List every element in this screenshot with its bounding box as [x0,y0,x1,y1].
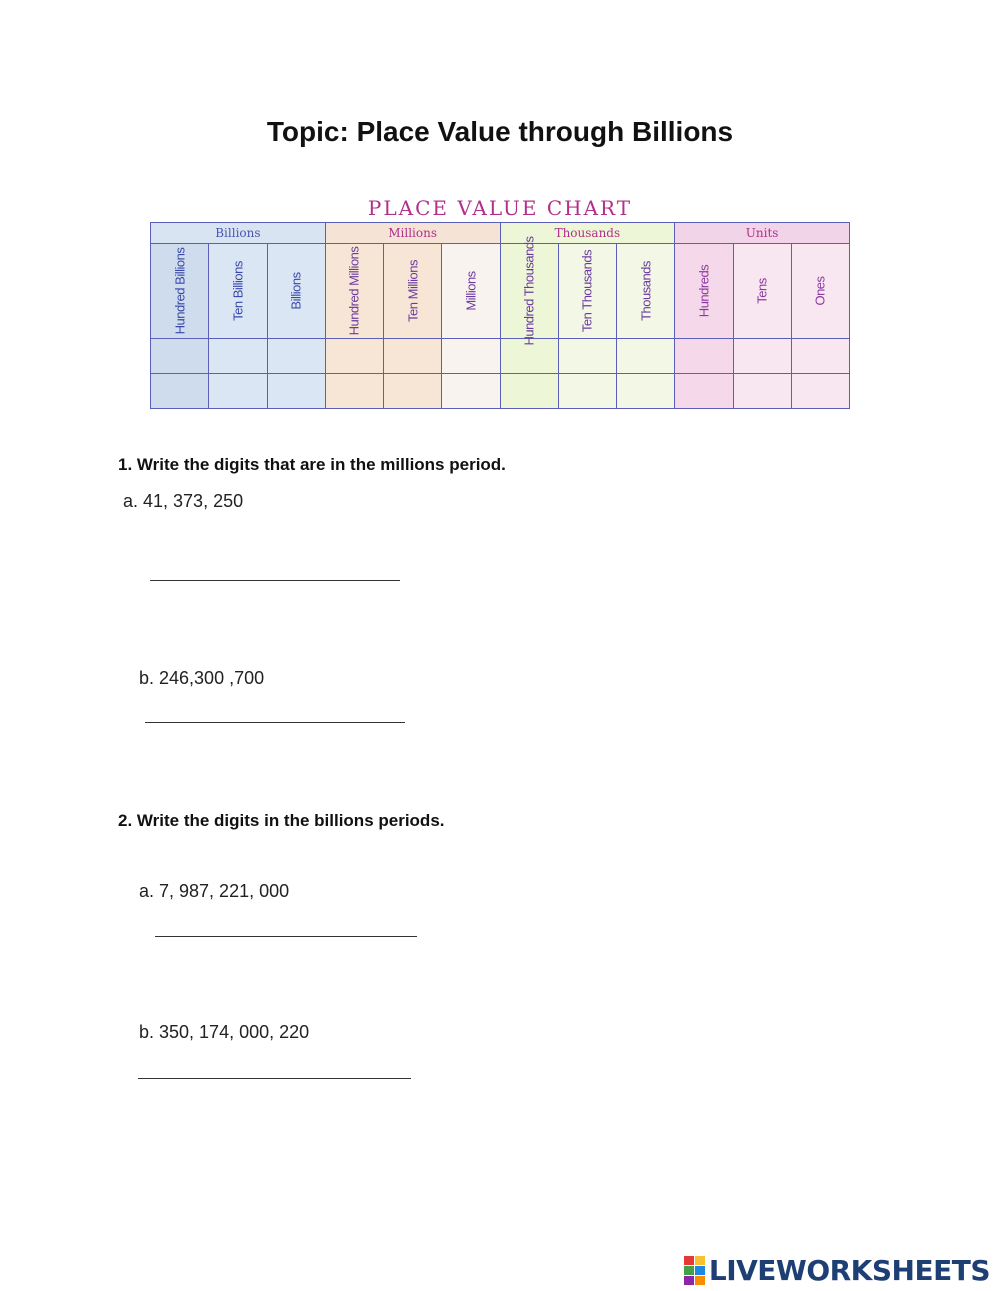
chart-blank-row [151,374,850,409]
liveworksheets-logo [684,1255,990,1285]
question-2-prompt: 2. Write the digits in the billions periods. [118,811,445,830]
logo-icon [684,1256,705,1285]
place-thousands: Thousands [638,261,654,321]
answer-line-2b[interactable] [138,1078,411,1079]
place-ten-millions: Ten Millions [405,260,421,322]
place-hundreds: Hundreds [696,264,712,318]
question-1-prompt: 1. Write the digits that are in the millions period. [118,455,506,474]
place-ten-billions: Ten Billions [230,261,246,321]
answer-line-1b[interactable] [145,722,405,723]
period-thousands: Thousands [500,223,675,244]
place-millions: Millions [463,271,479,311]
place-ten-thousands: Ten Thousands [579,249,595,333]
page-title: Topic: Place Value through Billions [266,116,734,147]
place-hundred-billions: Hundred Billions [172,247,188,335]
place-hundred-thousands: Hundred Thousands [521,236,537,346]
answer-line-1a[interactable] [150,580,400,581]
period-billions: Billions [151,223,326,244]
logo-text: LIVEWORKSHEETS [708,1253,990,1287]
place-ones: Ones [812,276,828,306]
question-2b-number: b. 350, 174, 000, 220 [139,1022,310,1042]
chart-heading: PLACE VALUE CHART [367,196,633,220]
question-1a-number: a. 41, 373, 250 [123,491,244,511]
place-tens: Tens [754,278,770,304]
question-1b-number: b. 246,300 ,700 [139,668,265,688]
answer-line-2a[interactable] [155,936,417,937]
place-hundred-millions: Hundred Millions [346,246,362,336]
place-billions: Billions [288,272,304,310]
place-value-chart [150,222,850,409]
chart-blank-row [151,339,850,374]
question-2a-number: a. 7, 987, 221, 000 [139,881,290,901]
period-millions: Millions [325,223,500,244]
period-units: Units [675,223,850,244]
